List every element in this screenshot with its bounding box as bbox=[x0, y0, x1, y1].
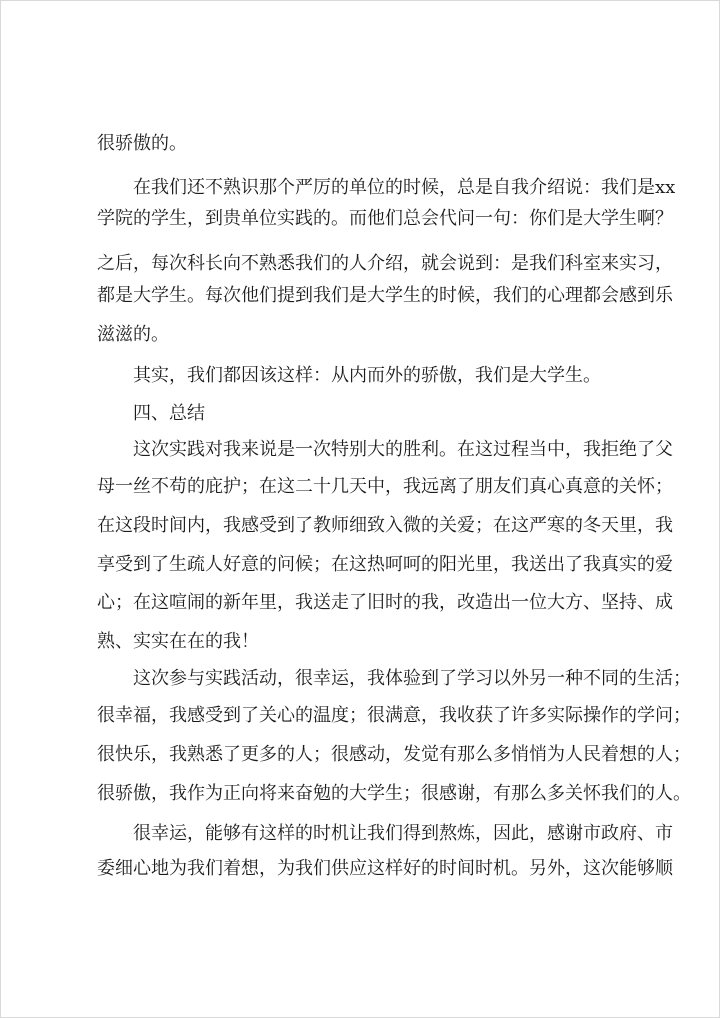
paragraph-line: 很快乐，我熟悉了更多的人；很感动，发觉有那么多悄悄为人民着想的人； bbox=[97, 744, 691, 765]
paragraph-line: 很骄傲，我作为正向将来奋勉的大学生；很感谢，有那么多关怀我们的人。 bbox=[97, 783, 691, 804]
paragraph-line: 在我们还不熟识那个严厉的单位的时候，总是自我介绍说：我们是xx bbox=[133, 177, 676, 198]
paragraph-line: 这次参与实践活动，很幸运，我体验到了学习以外另一种不同的生活； bbox=[133, 668, 691, 689]
paragraph-line: 很幸运，能够有这样的时机让我们得到熬炼，因此，感谢市政府、市 bbox=[133, 823, 673, 844]
paragraph-line: 很幸福，我感受到了关心的温度；很满意，我收获了许多实际操作的学问； bbox=[97, 705, 691, 726]
paragraph-line: 享受到了生疏人好意的问候；在这热呵呵的阳光里，我送出了我真实的爱 bbox=[97, 554, 673, 575]
paragraph-line: 委细心地为我们着想，为我们供应这样好的时间时机。另外，这次能够顺 bbox=[97, 858, 673, 879]
paragraph-line: 心；在这喧闹的新年里，我送走了旧时的我，改造出一位大方、坚持、成 bbox=[97, 592, 673, 613]
paragraph-line: 母一丝不苟的庇护；在这二十几天中，我远离了朋友们真心真意的关怀； bbox=[97, 476, 673, 497]
section-heading: 四、总结 bbox=[133, 403, 205, 424]
paragraph-line: 学院的学生，到贵单位实践的。而他们总会代问一句：你们是大学生啊？ bbox=[97, 208, 673, 229]
paragraph-line: 之后，每次科长向不熟悉我们的人介绍，就会说到：是我们科室来实习， bbox=[97, 253, 673, 274]
paragraph-line: 滋滋的。 bbox=[97, 324, 169, 345]
paragraph-line: 熟、实实在在的我！ bbox=[97, 631, 259, 652]
paragraph-line: 其实，我们都因该这样：从内而外的骄傲，我们是大学生。 bbox=[133, 365, 601, 386]
paragraph-line: 很骄傲的。 bbox=[97, 133, 187, 154]
paragraph-line: 在这段时间内，我感受到了教师细致入微的关爱；在这严寒的冬天里，我 bbox=[97, 515, 673, 536]
paragraph-line: 这次实践对我来说是一次特别大的胜利。在这过程当中，我拒绝了父 bbox=[133, 439, 673, 460]
paragraph-line: 都是大学生。每次他们提到我们是大学生的时候，我们的心理都会感到乐 bbox=[97, 285, 673, 306]
